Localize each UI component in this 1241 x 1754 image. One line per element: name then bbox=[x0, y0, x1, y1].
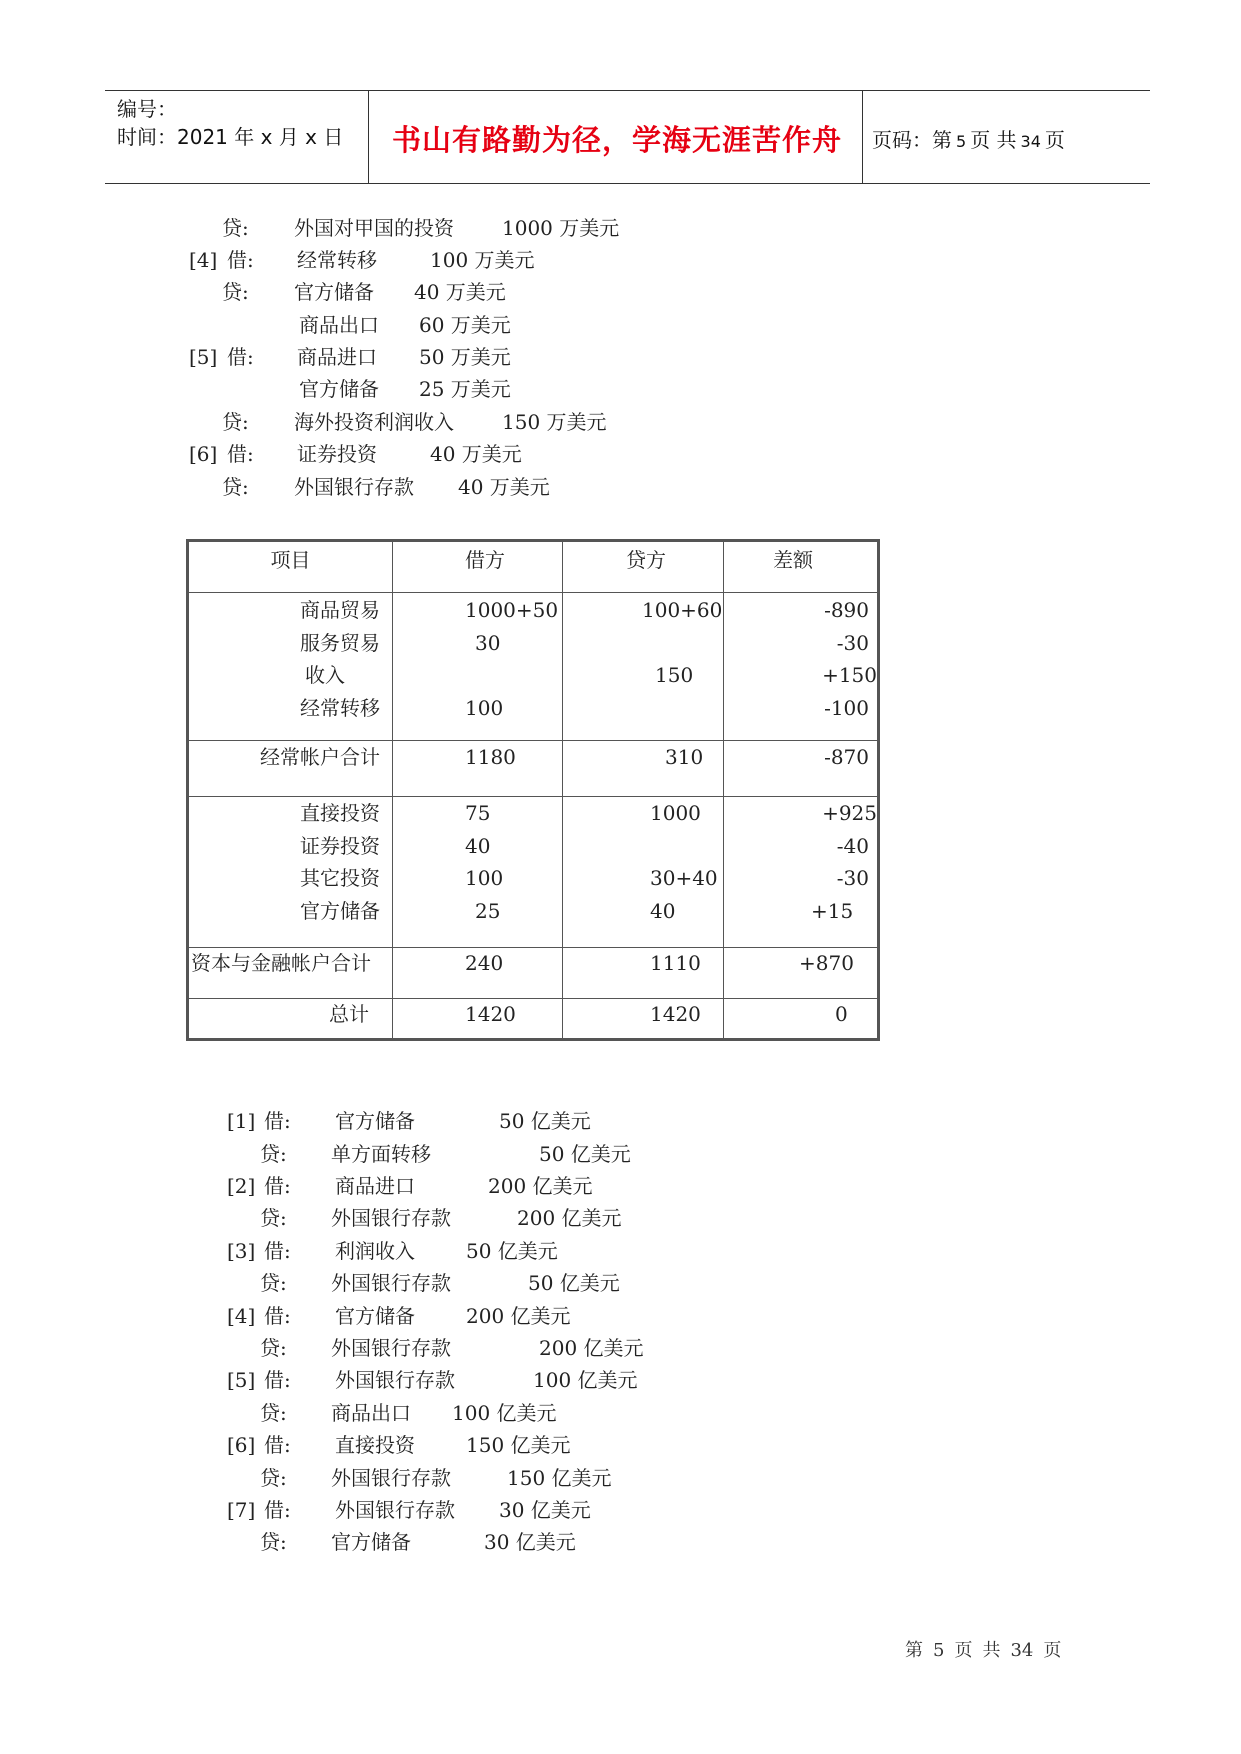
entry-amount: 50 亿美元 bbox=[539, 1142, 631, 1166]
page-footer bbox=[905, 1636, 1071, 1662]
table-row-credit: 1000 bbox=[650, 801, 701, 825]
entry-item: 官方储备 bbox=[331, 1530, 411, 1554]
entry-line bbox=[0, 212, 1241, 244]
page-total: 34 bbox=[1020, 132, 1041, 151]
entry-item: 海外投资利润收入 bbox=[294, 410, 454, 434]
entry-amount: 200 亿美元 bbox=[488, 1174, 593, 1198]
entry-side: 借: bbox=[264, 1109, 291, 1133]
entry-side: 贷: bbox=[222, 410, 249, 434]
entry-item: 外国对甲国的投资 bbox=[294, 216, 454, 240]
table-row-diff: +150 bbox=[822, 663, 877, 687]
entry-amount: 40 万美元 bbox=[430, 442, 522, 466]
entry-amount: 150 亿美元 bbox=[466, 1433, 571, 1457]
table-row-diff: +15 bbox=[811, 899, 854, 923]
entry-line bbox=[0, 1462, 1241, 1494]
footer-b: 页 bbox=[954, 1640, 973, 1661]
table-row-item: 经常转移 bbox=[300, 696, 380, 720]
entry-line bbox=[0, 373, 1241, 405]
table-row-diff: -890 bbox=[824, 598, 869, 622]
row-divider bbox=[189, 740, 877, 741]
row-divider bbox=[189, 592, 877, 593]
entry-amount: 25 万美元 bbox=[419, 377, 511, 401]
table-row-diff: -870 bbox=[824, 745, 869, 769]
entry-side: 借: bbox=[264, 1304, 291, 1328]
entry-item: 官方储备 bbox=[335, 1109, 415, 1133]
entry-amount: 50 亿美元 bbox=[466, 1239, 558, 1263]
entry-line bbox=[0, 471, 1241, 503]
entry-side: 借: bbox=[264, 1433, 291, 1457]
footer-page-number: 5 bbox=[933, 1640, 945, 1661]
doc-number-label: 编号： bbox=[117, 97, 177, 121]
entry-side: 贷: bbox=[260, 1271, 287, 1295]
header-bottom-rule bbox=[105, 183, 1150, 184]
entry-side: 借: bbox=[227, 345, 254, 369]
entry-amount: 100 亿美元 bbox=[452, 1401, 557, 1425]
entry-side: 借: bbox=[264, 1368, 291, 1392]
entry-tag: [6] bbox=[189, 442, 218, 466]
table-row-item: 经常帐户合计 bbox=[260, 745, 380, 769]
table-row-debit: 1000+50 bbox=[465, 598, 559, 622]
entry-side: 借: bbox=[227, 248, 254, 272]
table-row-credit: 1420 bbox=[650, 1002, 701, 1026]
entry-item: 单方面转移 bbox=[331, 1142, 431, 1166]
row-divider bbox=[189, 796, 877, 797]
entry-item: 直接投资 bbox=[335, 1433, 415, 1457]
entry-line bbox=[0, 1170, 1241, 1202]
table-row-item: 直接投资 bbox=[300, 801, 380, 825]
entry-item: 证券投资 bbox=[297, 442, 377, 466]
entry-item: 商品出口 bbox=[299, 313, 379, 337]
table-header-credit: 贷方 bbox=[626, 548, 666, 572]
col-divider bbox=[562, 542, 563, 1038]
entry-side: 借: bbox=[264, 1498, 291, 1522]
entry-line bbox=[0, 1267, 1241, 1299]
entry-line bbox=[0, 438, 1241, 470]
entry-item: 商品出口 bbox=[331, 1401, 411, 1425]
table-row-credit: 310 bbox=[665, 745, 704, 769]
entry-amount: 50 万美元 bbox=[419, 345, 511, 369]
page-mid: 页 共 bbox=[970, 128, 1017, 152]
table-row-diff: -30 bbox=[836, 866, 869, 890]
entry-line bbox=[0, 1526, 1241, 1558]
table-row-credit: 30+40 bbox=[650, 866, 718, 890]
entry-side: 借: bbox=[264, 1174, 291, 1198]
table-header-item: 项目 bbox=[270, 548, 311, 572]
page-number: 5 bbox=[956, 132, 967, 151]
table-row-diff: -100 bbox=[824, 696, 869, 720]
entry-line bbox=[0, 1332, 1241, 1364]
table-row-item: 商品贸易 bbox=[300, 598, 380, 622]
footer-a: 第 bbox=[905, 1640, 923, 1661]
entry-side: 贷: bbox=[222, 216, 249, 240]
entry-amount: 50 亿美元 bbox=[528, 1271, 620, 1295]
table-row-debit: 40 bbox=[465, 834, 491, 858]
entry-line bbox=[0, 1364, 1241, 1396]
entry-amount: 1000 万美元 bbox=[502, 216, 620, 240]
table-row-credit: 1110 bbox=[650, 951, 701, 975]
entry-tag: [5] bbox=[189, 345, 218, 369]
table-row-credit: 100+60 bbox=[642, 598, 723, 622]
entry-line bbox=[0, 1235, 1241, 1267]
entry-amount: 50 亿美元 bbox=[499, 1109, 591, 1133]
page-prefix: 页码：第 bbox=[872, 128, 952, 152]
entry-amount: 100 亿美元 bbox=[533, 1368, 638, 1392]
table-row-item: 其它投资 bbox=[300, 866, 380, 890]
table-row-debit: 100 bbox=[465, 696, 504, 720]
footer-c: 共 bbox=[982, 1640, 1001, 1661]
entry-line bbox=[0, 1105, 1241, 1137]
entry-item: 外国银行存款 bbox=[331, 1466, 451, 1490]
entry-item: 外国银行存款 bbox=[331, 1336, 451, 1360]
table-row-debit: 1180 bbox=[465, 745, 516, 769]
table-row-debit: 1420 bbox=[465, 1002, 516, 1026]
table-row-diff: +925 bbox=[822, 801, 877, 825]
entry-amount: 200 亿美元 bbox=[466, 1304, 571, 1328]
entry-side: 贷: bbox=[260, 1466, 287, 1490]
entry-item: 商品进口 bbox=[335, 1174, 415, 1198]
table-row-item: 资本与金融帐户合计 bbox=[191, 951, 371, 975]
entry-item: 外国银行存款 bbox=[335, 1368, 455, 1392]
entry-tag: [2] bbox=[227, 1174, 256, 1198]
entry-side: 贷: bbox=[260, 1530, 287, 1554]
row-divider bbox=[189, 947, 877, 948]
entry-item: 官方储备 bbox=[335, 1304, 415, 1328]
entry-line bbox=[0, 276, 1241, 308]
table-row-debit: 75 bbox=[465, 801, 491, 825]
table-row-diff: -30 bbox=[836, 631, 869, 655]
table-row-debit: 25 bbox=[475, 899, 501, 923]
entry-tag: [1] bbox=[227, 1109, 256, 1133]
entry-line bbox=[0, 406, 1241, 438]
table-row-debit: 240 bbox=[465, 951, 504, 975]
header-top-rule bbox=[105, 90, 1150, 91]
entry-line bbox=[0, 244, 1241, 276]
entry-tag: [4] bbox=[189, 248, 218, 272]
entry-side: 贷: bbox=[222, 475, 249, 499]
entry-item: 外国银行存款 bbox=[331, 1206, 451, 1230]
table-row-diff: 0 bbox=[835, 1002, 848, 1026]
entry-side: 贷: bbox=[260, 1336, 287, 1360]
entry-amount: 200 亿美元 bbox=[517, 1206, 622, 1230]
entry-item: 利润收入 bbox=[335, 1239, 415, 1263]
table-row-item: 总计 bbox=[329, 1002, 369, 1026]
entry-line bbox=[0, 1397, 1241, 1429]
entry-tag: [7] bbox=[227, 1498, 256, 1522]
table-row-item: 证券投资 bbox=[300, 834, 380, 858]
entry-tag: [3] bbox=[227, 1239, 256, 1263]
page-suffix: 页 bbox=[1044, 128, 1065, 152]
entry-line bbox=[0, 1494, 1241, 1526]
entry-side: 贷: bbox=[260, 1401, 287, 1425]
entry-side: 贷: bbox=[260, 1206, 287, 1230]
entry-line bbox=[0, 1300, 1241, 1332]
table-row-item: 服务贸易 bbox=[300, 631, 380, 655]
entry-item: 经常转移 bbox=[297, 248, 377, 272]
entry-line bbox=[0, 1429, 1241, 1461]
entry-item: 外国银行存款 bbox=[294, 475, 414, 499]
entry-tag: [6] bbox=[227, 1433, 256, 1457]
entry-item: 外国银行存款 bbox=[335, 1498, 455, 1522]
header-divider-left bbox=[368, 90, 369, 184]
entry-line bbox=[0, 1202, 1241, 1234]
table-row-diff: -40 bbox=[836, 834, 869, 858]
entry-side: 贷: bbox=[222, 280, 249, 304]
header-motto: 书山有路勤为径，学海无涯苦作舟 bbox=[391, 123, 842, 157]
entry-amount: 30 亿美元 bbox=[499, 1498, 591, 1522]
entry-amount: 150 亿美元 bbox=[507, 1466, 612, 1490]
table-row-diff: +870 bbox=[799, 951, 854, 975]
table-row-credit: 40 bbox=[650, 899, 676, 923]
entry-side: 借: bbox=[264, 1239, 291, 1263]
entry-amount: 30 亿美元 bbox=[484, 1530, 576, 1554]
table-row-item: 收入 bbox=[305, 663, 345, 687]
entry-tag: [5] bbox=[227, 1368, 256, 1392]
entry-amount: 40 万美元 bbox=[458, 475, 550, 499]
doc-time-label: 时间：2021 年 x 月 x 日 bbox=[117, 125, 344, 149]
entry-amount: 60 万美元 bbox=[419, 313, 511, 337]
footer-total: 34 bbox=[1010, 1640, 1034, 1661]
entry-amount: 200 亿美元 bbox=[539, 1336, 644, 1360]
table-header-diff: 差额 bbox=[773, 548, 813, 572]
row-divider bbox=[189, 998, 877, 999]
header-page-indicator bbox=[872, 124, 1065, 153]
entry-line bbox=[0, 341, 1241, 373]
entry-line bbox=[0, 309, 1241, 341]
table-row-credit: 150 bbox=[655, 663, 694, 687]
entry-amount: 40 万美元 bbox=[414, 280, 506, 304]
entry-item: 官方储备 bbox=[299, 377, 379, 401]
entry-side: 借: bbox=[227, 442, 254, 466]
table-row-debit: 100 bbox=[465, 866, 504, 890]
entry-side: 贷: bbox=[260, 1142, 287, 1166]
col-divider bbox=[392, 542, 393, 1038]
header-divider-right bbox=[862, 90, 863, 184]
entry-amount: 150 万美元 bbox=[502, 410, 607, 434]
table-row-item: 官方储备 bbox=[300, 899, 380, 923]
table-header-debit: 借方 bbox=[465, 548, 505, 572]
entry-item: 商品进口 bbox=[297, 345, 377, 369]
entry-line bbox=[0, 1138, 1241, 1170]
entry-amount: 100 万美元 bbox=[430, 248, 535, 272]
table-row-debit: 30 bbox=[475, 631, 501, 655]
entry-tag: [4] bbox=[227, 1304, 256, 1328]
footer-d: 页 bbox=[1043, 1640, 1062, 1661]
balance-table bbox=[186, 539, 880, 1041]
entry-item: 外国银行存款 bbox=[331, 1271, 451, 1295]
entry-item: 官方储备 bbox=[294, 280, 374, 304]
